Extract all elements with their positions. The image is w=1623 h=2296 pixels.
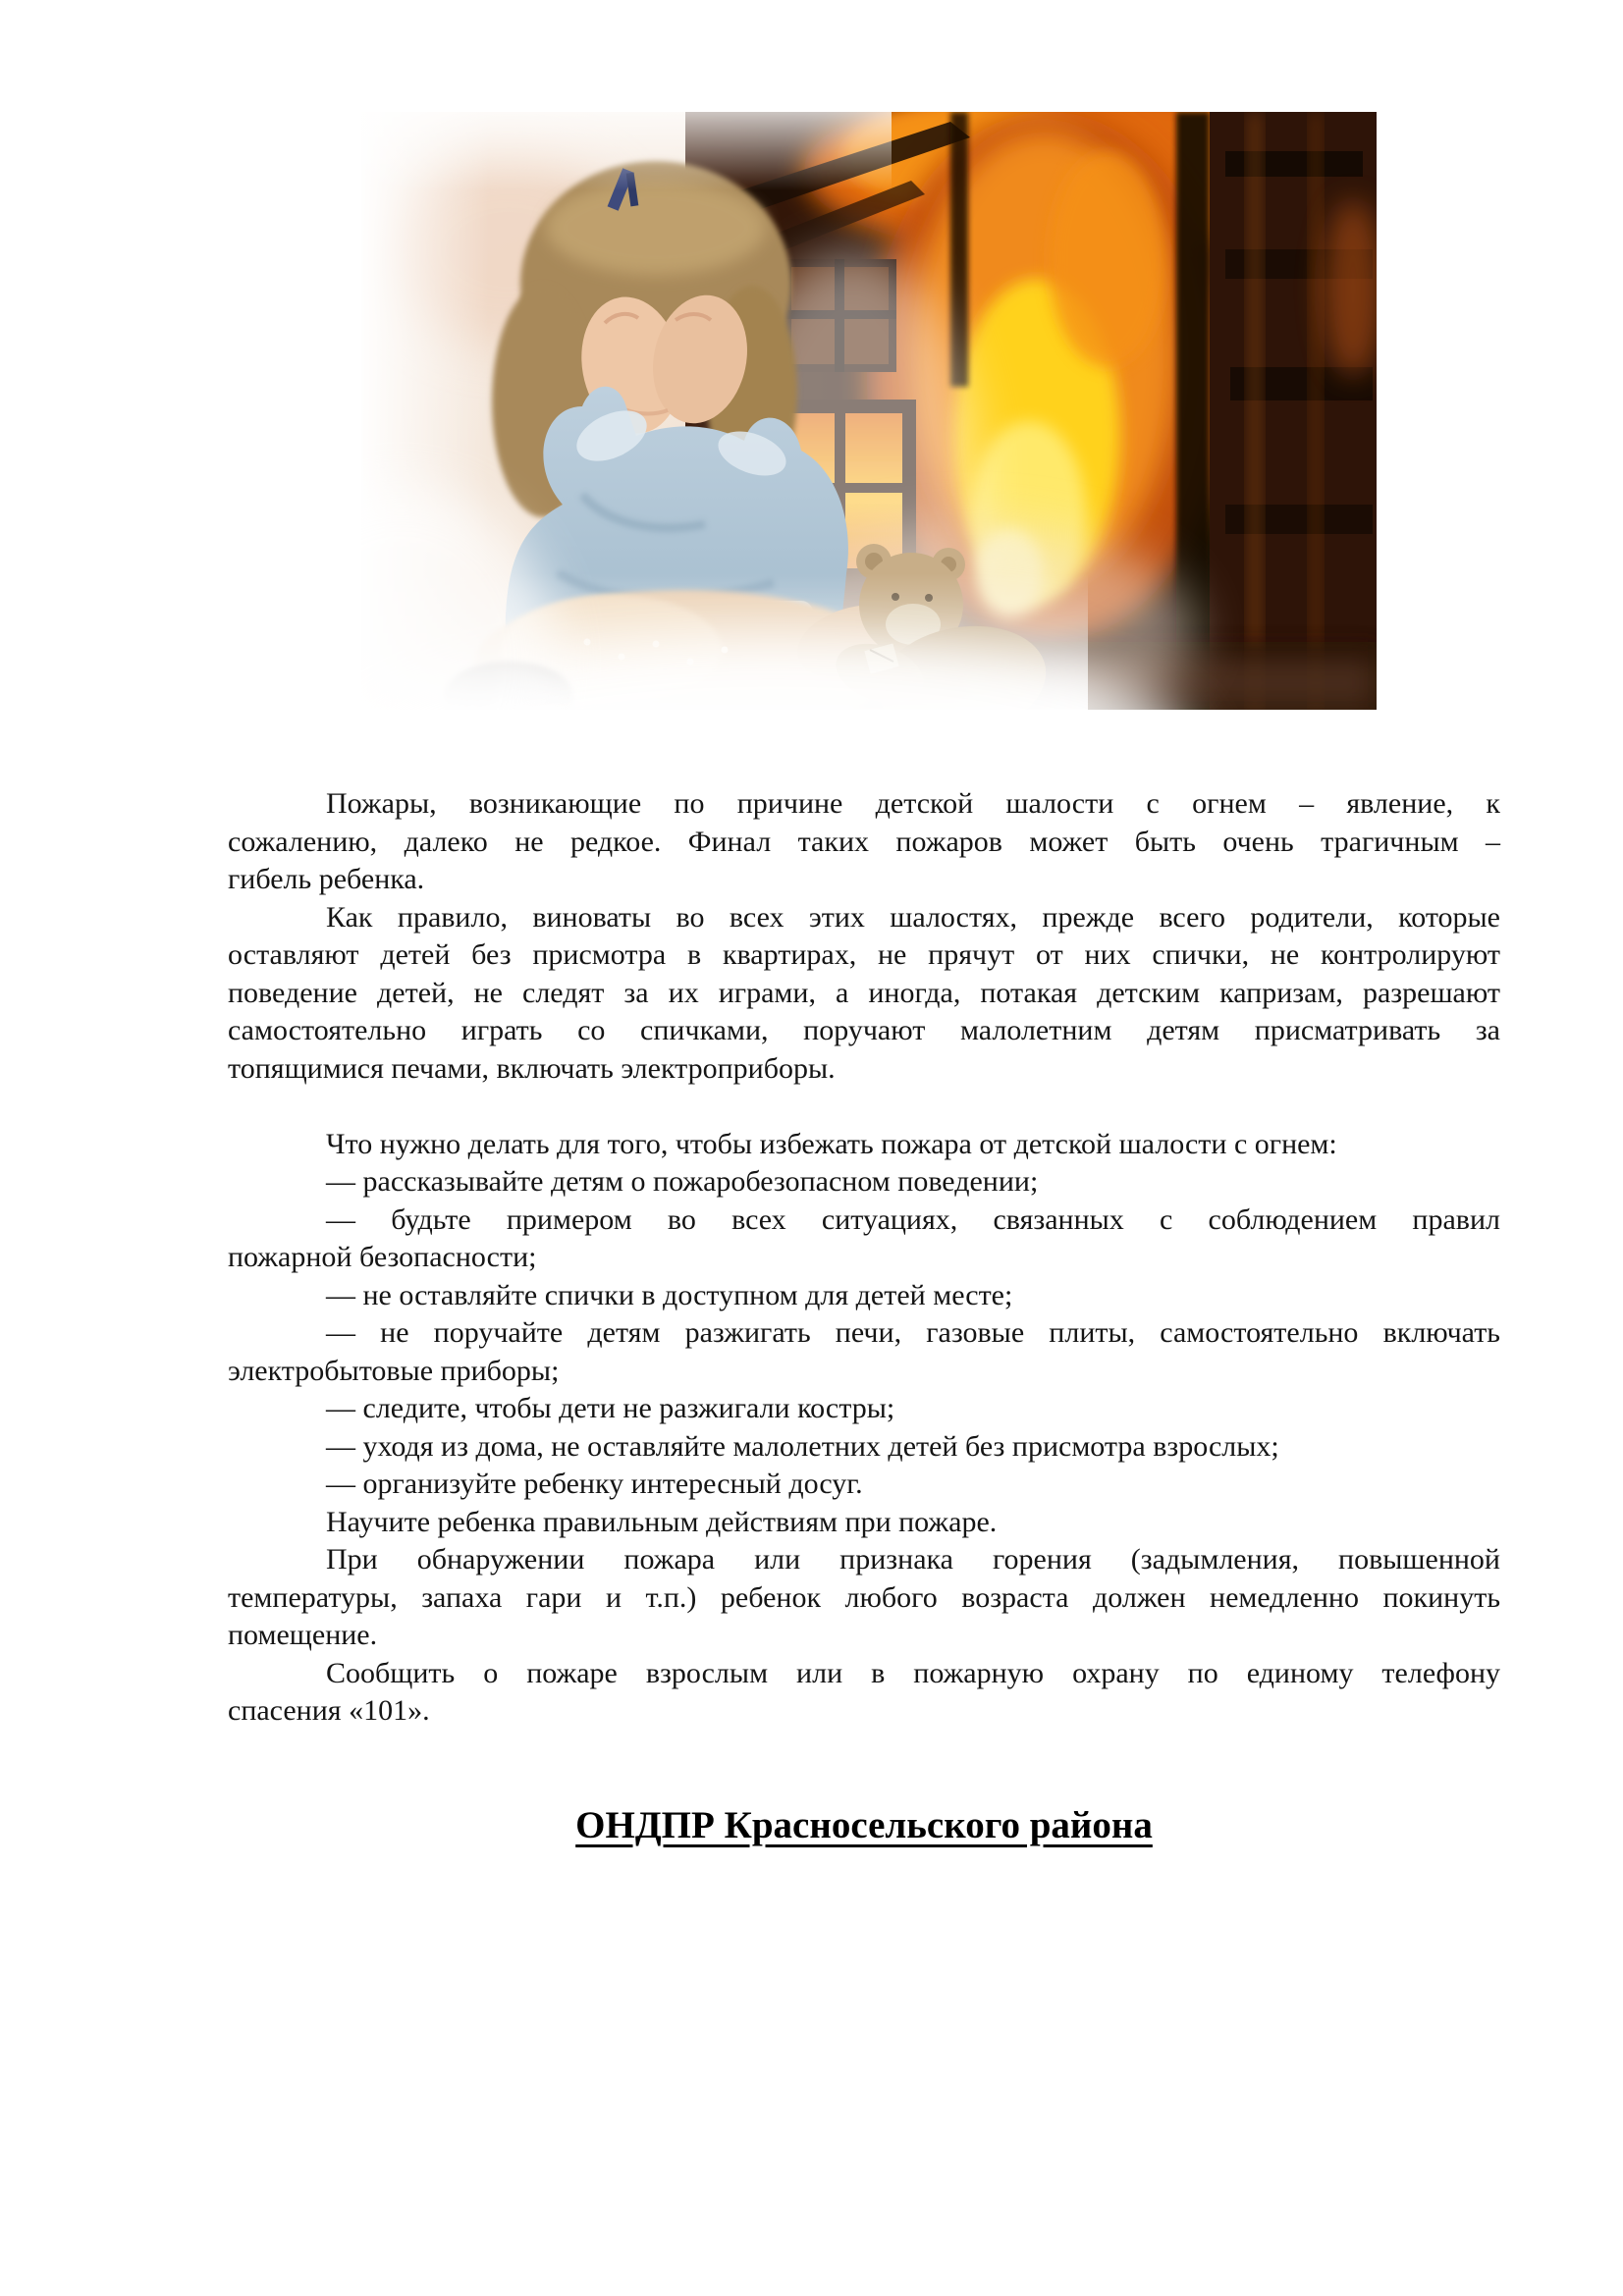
list-item: — следите, чтобы дети не разжигали костры; bbox=[326, 1392, 895, 1424]
list-item: — не оставляйте спички в доступном для детей месте; bbox=[326, 1278, 1013, 1311]
document-text bbox=[228, 785, 1500, 1731]
footer-title bbox=[228, 1802, 1500, 1849]
list-item: — не поручайте детям разжигать печи, газовые плиты, самостоятельно включать bbox=[326, 1316, 1500, 1349]
text-line: топящимися печами, включать электроприборы. bbox=[228, 1051, 836, 1085]
list-item-continuation: электробытовые приборы; bbox=[228, 1354, 560, 1387]
vignette-top bbox=[361, 112, 892, 190]
text-line: сожалению, далеко не редкое. Финал таких пожаров может быть очень трагичным – bbox=[228, 825, 1500, 858]
text-line: При обнаружении пожара или признака горения (задымления, повышенной bbox=[326, 1543, 1500, 1575]
text-line: гибель ребенка. bbox=[228, 863, 425, 895]
text-line: поведение детей, не следят за их играми, а иногда, потакая детским капризам, разрешают bbox=[228, 976, 1500, 1009]
list-item: — будьте примером во всех ситуациях, связанных с соблюдением правил bbox=[326, 1202, 1500, 1236]
list-item: — уходя из дома, не оставляйте малолетних детей без присмотра взрослых; bbox=[326, 1429, 1279, 1463]
photo-crying-girl-burning-house bbox=[361, 112, 1377, 710]
text-line: температуры, запаха гари и т.п.) ребенок любого возраста должен немедленно покинуть bbox=[228, 1580, 1500, 1614]
text-line: самостоятельно играть со спичками, поручают малолетним детям присматривать за bbox=[228, 1014, 1500, 1046]
text-line: Сообщить о пожаре взрослым или в пожарную охрану по единому телефону bbox=[326, 1656, 1500, 1689]
list-item: — организуйте ребенку интересный досуг. bbox=[326, 1468, 863, 1500]
list-item: — рассказывайте детям о пожаробезопасном поведении; bbox=[326, 1165, 1039, 1198]
text-line: Пожары, возникающие по причине детской шалости с огнем – явление, к bbox=[326, 787, 1500, 820]
text-line: Как правило, виноваты во всех этих шалостях, прежде всего родители, которые bbox=[326, 900, 1500, 934]
blank-line bbox=[228, 1088, 1500, 1126]
footer-title-text: ОНДПР Красносельского района bbox=[575, 1804, 1153, 1846]
text-line: помещение. bbox=[228, 1619, 378, 1651]
text-line: спасения «101». bbox=[228, 1694, 430, 1727]
text-line: Что нужно делать для того, чтобы избежать пожара от детской шалости с огнем: bbox=[326, 1127, 1337, 1160]
list-item-continuation: пожарной безопасности; bbox=[228, 1241, 537, 1273]
text-line: оставляют детей без присмотра в квартирах, не прячут от них спички, не контролируют bbox=[228, 938, 1500, 971]
text-line: Научите ребенка правильным действиям при пожаре. bbox=[326, 1505, 998, 1538]
